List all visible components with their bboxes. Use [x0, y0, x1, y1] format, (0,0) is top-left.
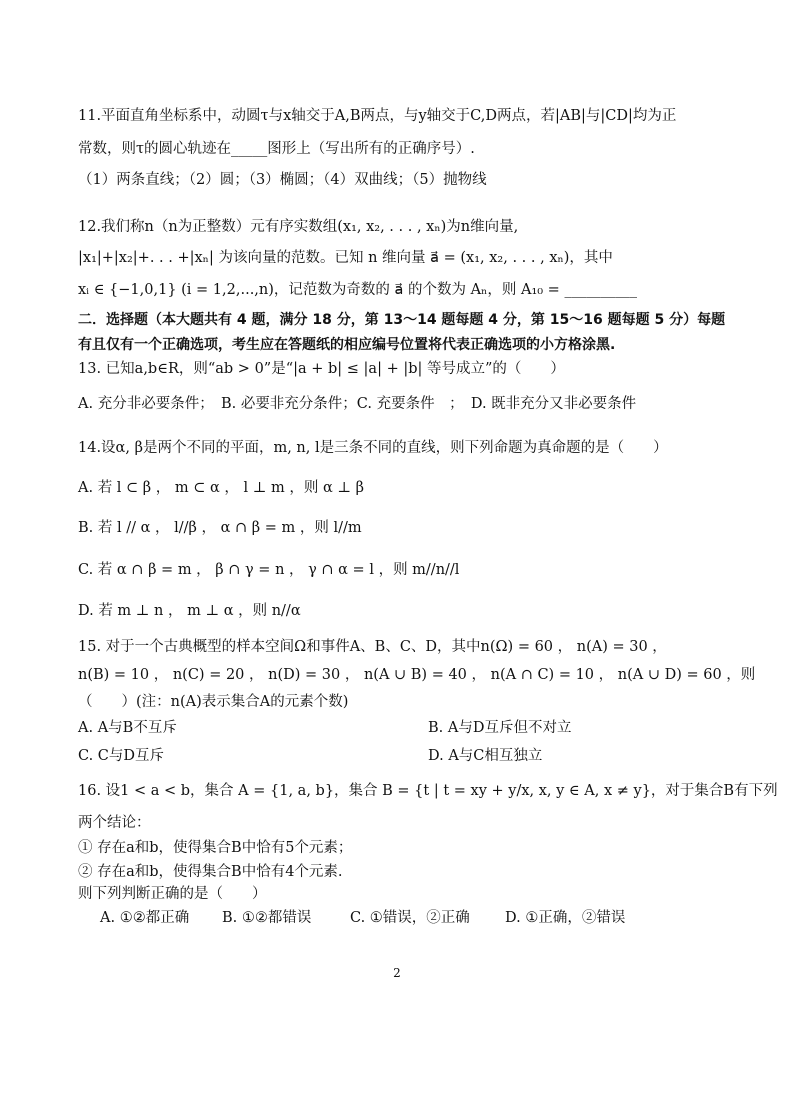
- q15-option-a: A. A与B不互斥: [78, 720, 177, 736]
- q16-line3: ① 存在a和b，使得集合B中恰有5个元素；: [78, 840, 353, 856]
- q14-option-b: B. 若 l // α ， l//β ， α ∩ β = m ，则 l//m: [78, 520, 362, 536]
- q12-line1: 12.我们称n（n为正整数）元有序实数组(x₁, x₂, . . . , xₙ)为n维向量,: [78, 219, 519, 235]
- q15-line1: 15. 对于一个古典概型的样本空间Ω和事件A、B、C、D，其中n(Ω) = 60 ， n(A) = 30 ，: [78, 639, 667, 655]
- q15-option-b: B. A与D互斥但不对立: [428, 720, 572, 736]
- q15-line2: n(B) = 10 ， n(C) = 20 ， n(D) = 30 ， n(A ∪ B) = 40 ， n(A ∩ C) = 10 ， n(A ∪ D) = 60 ，则: [78, 667, 756, 683]
- q16-line4: ② 存在a和b，使得集合B中恰有4个元素.: [78, 864, 343, 880]
- section2-line2: 有且仅有一个正确选项，考生应在答题纸的相应编号位置将代表正确选项的小方格涂黑.: [78, 337, 616, 353]
- q15-option-d: D. A与C相互独立: [428, 748, 543, 764]
- q16-option-d: D. ①正确，②错误: [505, 910, 626, 926]
- q15-option-c: C. C与D互斥: [78, 748, 165, 764]
- q13-options: A. 充分非必要条件； B. 必要非充分条件；C. 充要条件 ； D. 既非充分又非必要条件: [78, 396, 637, 412]
- q13-stem: 13. 已知a,b∈R，则“ab > 0”是“|a + b| ≤ |a| + |b| 等号成立”的（ ）: [78, 361, 565, 377]
- q16-option-c: C. ①错误，②正确: [350, 910, 470, 926]
- q14-option-d: D. 若 m ⊥ n ， m ⊥ α ，则 n//α: [78, 603, 301, 619]
- q15-line3: （ ）(注：n(A)表示集合A的元素个数): [78, 694, 349, 710]
- q11-line3: （1）两条直线；（2）圆；（3）椭圆；（4）双曲线；（5）抛物线: [78, 172, 487, 188]
- q16-line1: 16. 设1 < a < b，集合 A = {1, a, b}，集合 B = {t | t = xy + y/x, x, y ∈ A, x ≠ y}，对于集合B有下列: [78, 783, 778, 799]
- section2-line1: 二．选择题（本大题共有 4 题，满分 18 分，第 13～14 题每题 4 分，第 15～16 题每题 5 分）每题: [78, 312, 726, 328]
- q12-line2: |x₁|+|x₂|+. . . +|xₙ| 为该向量的范数。已知 n 维向量 a⃗ = (x₁, x₂, . . . , xₙ)，其中: [78, 250, 613, 266]
- q14-option-c: C. 若 α ∩ β = m ， β ∩ γ = n ， γ ∩ α = l ，则 m//n//l: [78, 562, 460, 578]
- q16-option-b: B. ①②都错误: [222, 910, 312, 926]
- q11-line1: 11.平面直角坐标系中，动圆τ与x轴交于A,B两点，与y轴交于C,D两点，若|AB|与|CD|均为正: [78, 108, 677, 124]
- q12-line3: xᵢ ∈ {−1,0,1} (i = 1,2,...,n)，记范数为奇数的 a⃗ 的个数为 Aₙ，则 A₁₀ = __________: [78, 282, 637, 298]
- q14-option-a: A. 若 l ⊂ β ， m ⊂ α ， l ⊥ m ，则 α ⊥ β: [78, 480, 365, 496]
- q11-line2: 常数，则τ的圆心轨迹在_____图形上（写出所有的正确序号）.: [78, 141, 475, 157]
- q16-line2: 两个结论：: [78, 815, 151, 831]
- q16-line5: 则下列判断正确的是（ ）: [78, 886, 267, 902]
- q14-stem: 14.设α, β是两个不同的平面，m, n, l是三条不同的直线，则下列命题为真命题的是（ ）: [78, 440, 668, 456]
- q16-option-a: A. ①②都正确: [100, 910, 190, 926]
- page-number: 2: [393, 966, 401, 980]
